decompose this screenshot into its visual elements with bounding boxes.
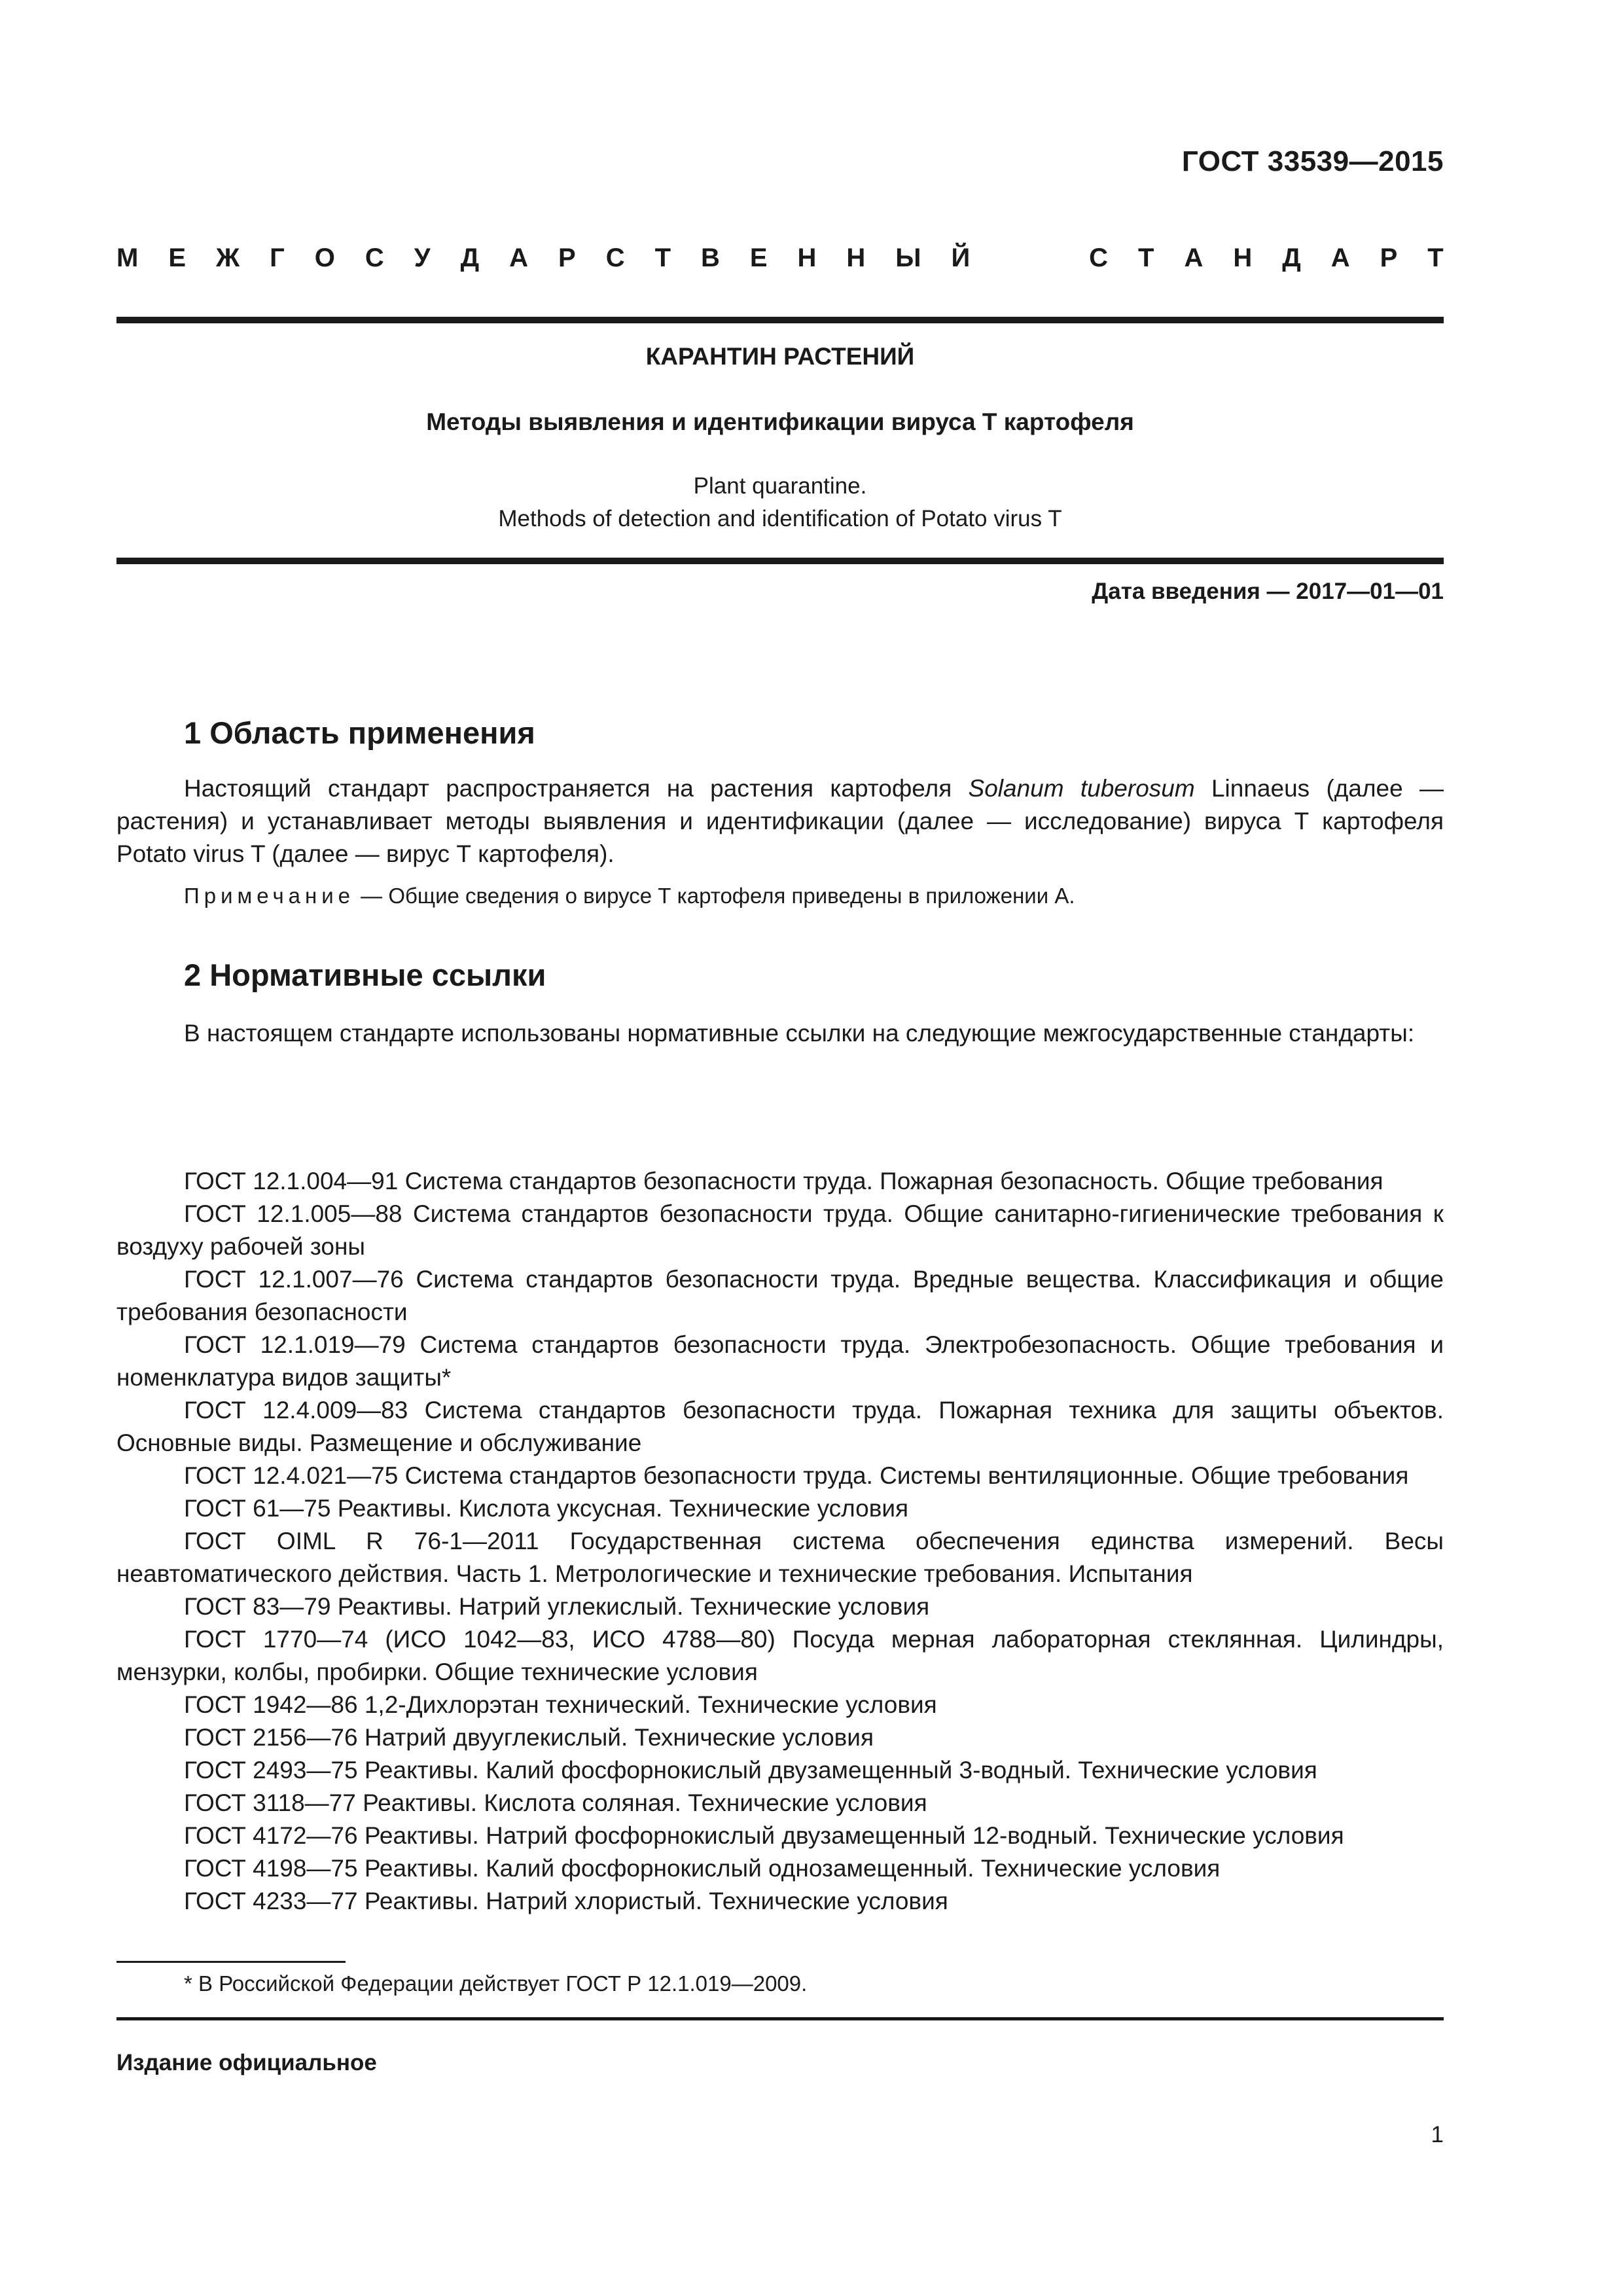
edition-label: Издание официальное (116, 2050, 377, 2075)
reference-item: ГОСТ 3118—77 Реактивы. Кислота соляная. Технические условия (184, 1789, 927, 1816)
banner-letter: М (116, 243, 139, 272)
english-title (116, 470, 1444, 535)
banner-letter: Н (797, 243, 817, 272)
reference-item: ГОСТ 12.1.019—79 Система стандартов безопасности труда. Электробезопасность. Общие требования и номенклатура видов защиты* (116, 1331, 1444, 1391)
document-number: ГОСТ 33539—2015 (1181, 145, 1444, 177)
banner-letter: О (314, 243, 335, 272)
banner-letter: Н (846, 243, 866, 272)
section-2-intro: В настоящем стандарте использованы нормативные ссылки на следующие межгосударственные стандарты: (184, 1020, 1415, 1047)
banner-letter: Ж (215, 243, 240, 272)
introduction-date: Дата введения — 2017—01—01 (1092, 579, 1444, 604)
banner-letter: С (605, 243, 625, 272)
banner-letter: Т (1427, 243, 1444, 272)
reference-item: ГОСТ 61—75 Реактивы. Кислота уксусная. Технические условия (184, 1495, 909, 1522)
title-rule (116, 558, 1444, 564)
banner-letter: Т (1138, 243, 1154, 272)
page-number: 1 (1431, 2122, 1444, 2147)
reference-item: ГОСТ 12.1.005—88 Система стандартов безопасности труда. Общие санитарно-гигиенические требования к воздуху рабочей зоны (116, 1200, 1444, 1260)
banner-letter: В (700, 243, 720, 272)
banner-letter: Е (168, 243, 186, 272)
footer-rule (116, 2017, 1444, 2020)
header-rule (116, 317, 1444, 323)
reference-item: ГОСТ 1942—86 1,2-Дихлорэтан технический. Технические условия (184, 1691, 937, 1718)
species-name: Solanum tuberosum (968, 775, 1195, 802)
normative-references-list (116, 1165, 1444, 1918)
reference-item: ГОСТ 12.4.009—83 Система стандартов безопасности труда. Пожарная техника для защиты объектов. Основные виды. Размещение и обслуживание (116, 1397, 1444, 1456)
section-1-paragraph (116, 772, 1444, 870)
english-title-line-1: Plant quarantine. (693, 473, 867, 499)
banner-letter: Р (1380, 243, 1398, 272)
scope-text-end: Linnaeus (далее — растения) и устанавливает методы выявления и идентификации (далее — исследование) вируса Т картофеля Potato virus T (далее — вирус Т картофеля). (116, 775, 1444, 867)
banner-letter: Д (460, 243, 480, 272)
banner-letter: Е (749, 243, 768, 272)
banner-letter: Р (558, 243, 576, 272)
banner-letter: Г (270, 243, 285, 272)
banner-letter: А (1184, 243, 1204, 272)
reference-item: ГОСТ 83—79 Реактивы. Натрий углекислый. Технические условия (184, 1593, 930, 1620)
banner-letter: С (365, 243, 384, 272)
note-label: Примечание (184, 884, 355, 908)
document-title: КАРАНТИН РАСТЕНИЙ (645, 343, 915, 370)
reference-item: ГОСТ 12.1.004—91 Система стандартов безопасности труда. Пожарная безопасность. Общие требования (184, 1168, 1383, 1194)
banner-letter: Ы (895, 243, 921, 272)
document-page (116, 0, 1444, 2296)
section-2-heading: 2 Нормативные ссылки (184, 958, 546, 992)
footnote: * В Российской Федерации действует ГОСТ Р 12.1.019—2009. (184, 1971, 808, 1996)
banner-letter: Н (1233, 243, 1253, 272)
reference-item: ГОСТ 4198—75 Реактивы. Калий фосфорнокислый однозамещенный. Технические условия (184, 1855, 1221, 1882)
banner-letter: Т (654, 243, 671, 272)
banner-letter: А (509, 243, 529, 272)
note-text: — Общие сведения о вирусе Т картофеля приведены в приложении А. (355, 884, 1075, 908)
standard-type-banner (116, 243, 1444, 273)
footnote-rule (116, 1961, 346, 1963)
section-1-heading: 1 Область применения (184, 715, 535, 750)
reference-item: ГОСТ 2156—76 Натрий двууглекислый. Технические условия (184, 1724, 874, 1751)
english-title-line-2: Methods of detection and identification of Potato virus T (498, 506, 1062, 531)
reference-item: ГОСТ 1770—74 (ИСО 1042—83, ИСО 4788—80) Посуда мерная лабораторная стеклянная. Цилиндры, мензурки, колбы, пробирки. Общие технические условия (116, 1626, 1444, 1685)
document-subtitle: Методы выявления и идентификации вируса Т картофеля (426, 408, 1134, 435)
banner-letter: С (1089, 243, 1109, 272)
reference-item: ГОСТ 2493—75 Реактивы. Калий фосфорнокислый двузамещенный 3-водный. Технические условия (184, 1757, 1317, 1784)
banner-gap (1000, 243, 1059, 273)
reference-item: ГОСТ 12.1.007—76 Система стандартов безопасности труда. Вредные вещества. Классификация и общие требования безопасности (116, 1266, 1444, 1325)
banner-letter: Д (1282, 243, 1301, 272)
reference-item: ГОСТ 12.4.021—75 Система стандартов безопасности труда. Системы вентиляционные. Общие требования (184, 1462, 1409, 1489)
banner-letter: У (414, 243, 431, 272)
reference-item: ГОСТ OIML R 76-1—2011 Государственная система обеспечения единства измерений. Весы неавтоматического действия. Часть 1. Метрологические и технические требования. Испытания (116, 1528, 1444, 1587)
banner-letter: Й (951, 243, 971, 272)
section-1-note (184, 884, 1075, 908)
banner-letter: А (1330, 243, 1350, 272)
scope-text-start: Настоящий стандарт распространяется на растения картофеля (184, 775, 969, 802)
reference-item: ГОСТ 4172—76 Реактивы. Натрий фосфорнокислый двузамещенный 12-водный. Технические условия (184, 1822, 1344, 1849)
reference-item: ГОСТ 4233—77 Реактивы. Натрий хлористый. Технические условия (184, 1888, 948, 1914)
